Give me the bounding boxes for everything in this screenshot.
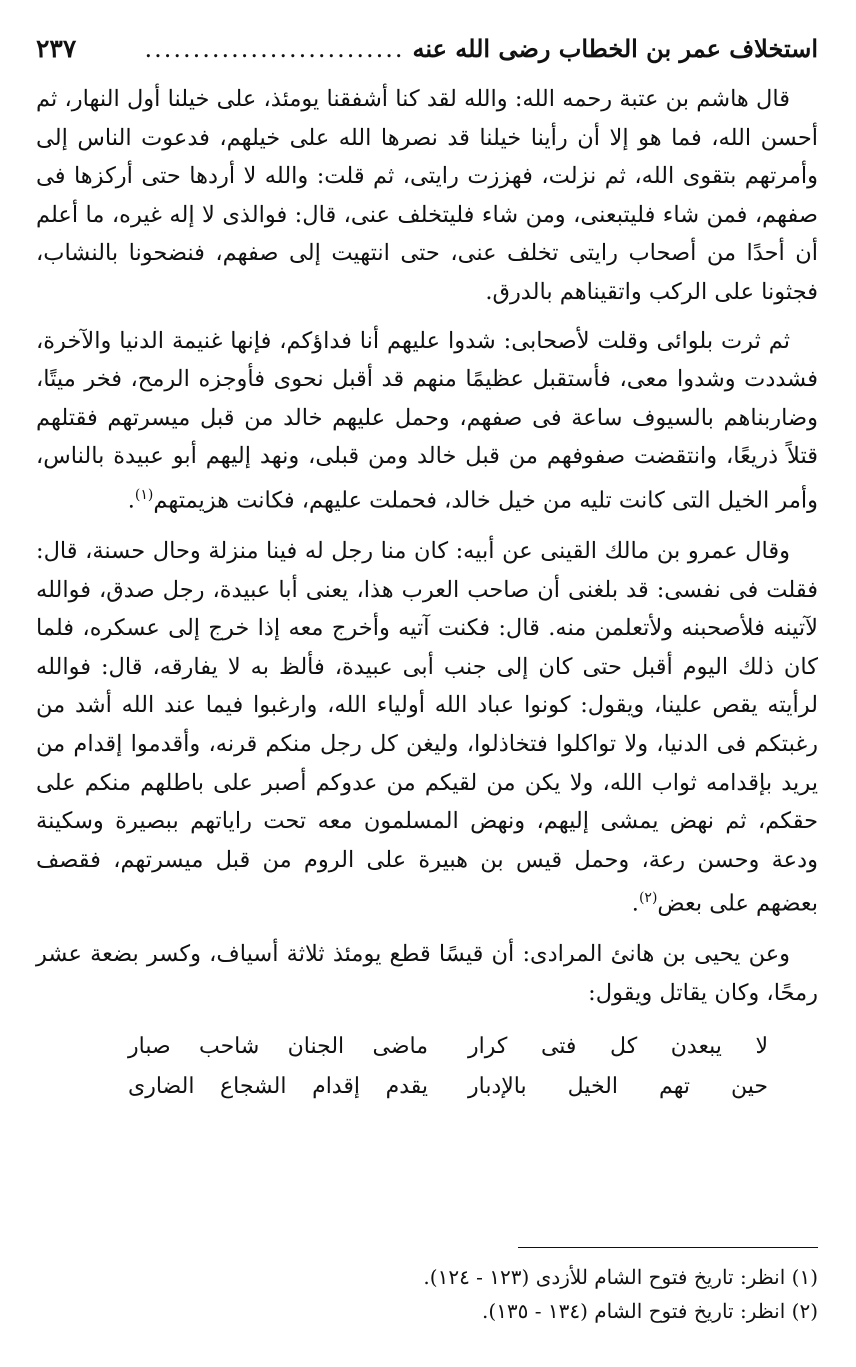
page-number: ٢٣٧ — [36, 34, 77, 63]
paragraph-yahya: وعن يحيى بن هانئ المرادى: أن قيسًا قطع يومئذ ثلاثة أسياف، وكسر بضعة عشر رمحًا، وكان يقاتل ويقول: — [36, 941, 818, 1007]
verse-line — [36, 1027, 818, 1067]
footnote-1: (١) انظر: تاريخ فتوح الشام للأزدى (١٢٣ - ١٢٤). — [423, 1265, 818, 1289]
header-leader-dots: ........................... — [144, 35, 405, 63]
paragraph-banner-charge: ثم ثرت بلوائى وقلت لأصحابى: شدوا عليهم أنا فداؤكم، فإنها غنيمة الدنيا والآخرة، فشددت وشدوا معى، فأستقبل عظيمًا منهم قد أقبل نحوى فأوجزه الرمح، فخر ميتًا، وضاربناهم بالسيوف ساعة فى صفهم، وحمل عليهم خالد من قبل ميسرتهم فقتلهم قتلاً ذريعًا، وانتقضت صفوفهم من قبل خالد ومن قبلى، ونهد إليهم أبو عبيدة بالناس، وأمر الخيل التى كانت تليه من خيل خالد، فحملت عليهم، فكانت هزيمتهم$^{(١)}$. — [36, 327, 818, 514]
running-header — [36, 34, 818, 78]
footnote-ref-2[interactable]: (٢) — [638, 890, 658, 907]
book-page — [36, 34, 818, 1323]
footnote-separator — [518, 1247, 818, 1248]
verse-line — [36, 1067, 818, 1107]
footnote-ref-1[interactable]: (١) — [134, 486, 154, 503]
verse-hemistich-first: حين تهم الخيل بالإدبار — [468, 1073, 768, 1099]
footnote-2: (٢) انظر: تاريخ فتوح الشام (١٣٤ - ١٣٥). — [482, 1299, 818, 1323]
verse-hemistich-second: ماضى الجنان شاحب صبار — [128, 1033, 428, 1059]
footnotes — [36, 1260, 818, 1328]
paragraph-amr-ibn-malik: وقال عمرو بن مالك القينى عن أبيه: كان منا رجل له فينا منزلة وحال حسنة، قال: فقلت فى نفسى: قد بلغنى أن صاحب العرب هذا، يعنى أبا عبيدة، رجل صدق، فوالله لآتينه فلأصحبنه ولأتعلمن منه. قال: فكنت آتيه وأخرج معه إذا خرج إلى عسكره، فلما كان ذلك اليوم أقبل حتى كان إلى جنب أبى عبيدة، فألظ به لا يفارقه، قال: فوالله لرأيته يقص علينا، ويقول: كونوا عباد الله أولياء الله، وارغبوا فيما عند الله أشد من رغبتكم فى الدنيا، ولا تواكلوا فتخاذلوا، وليغن كل رجل منكم قرنه، وأقدموا إقدام من يريد بإقدامه ثواب الله، ولا يكن من لقيكم من عدوكم أصبر على باطلهم منكم على حقكم، ثم نهض يمشى إليهم، ونهض المسلمون معه تحت راياتهم ببصيرة وسكينة ودعة وحسن رعة، وحمل قيس بن هبيرة على الروم من قبل ميسرتهم، فقصف بعضهم على بعض$^{(٢)}$. — [36, 538, 818, 917]
poem-verses — [36, 1027, 818, 1107]
chapter-title: استخلاف عمر بن الخطاب رضى الله عنه — [412, 34, 818, 63]
verse-hemistich-second: يقدم إقدام الشجاع الضارى — [128, 1073, 428, 1099]
verse-hemistich-first: لا يبعدن كل فتى كرار — [468, 1033, 768, 1059]
paragraph-hashim: قال هاشم بن عتبة رحمه الله: والله لقد كنا أشفقنا يومئذ، على خيلنا أول النهار، ثم أحسن الله، فما هو إلا أن رأينا خيلنا قد نصرها الله على خيلهم، فدعوت الناس إلى وأمرتهم بتقوى الله، ثم نزلت، فهززت رايتى، ثم قلت: والله لا أردها حتى أركزها فى صفهم، فمن شاء فليتبعنى، ومن شاء فليتخلف عنى، قال: فوالذى لا إله غيره، ما أعلم أن أحدًا من أصحاب رايتى تخلف عنى، حتى انتهيت إلى صفهم، فنضحونا بالنشاب، فجثونا على الركب واتقيناهم بالدرق. — [36, 86, 818, 305]
